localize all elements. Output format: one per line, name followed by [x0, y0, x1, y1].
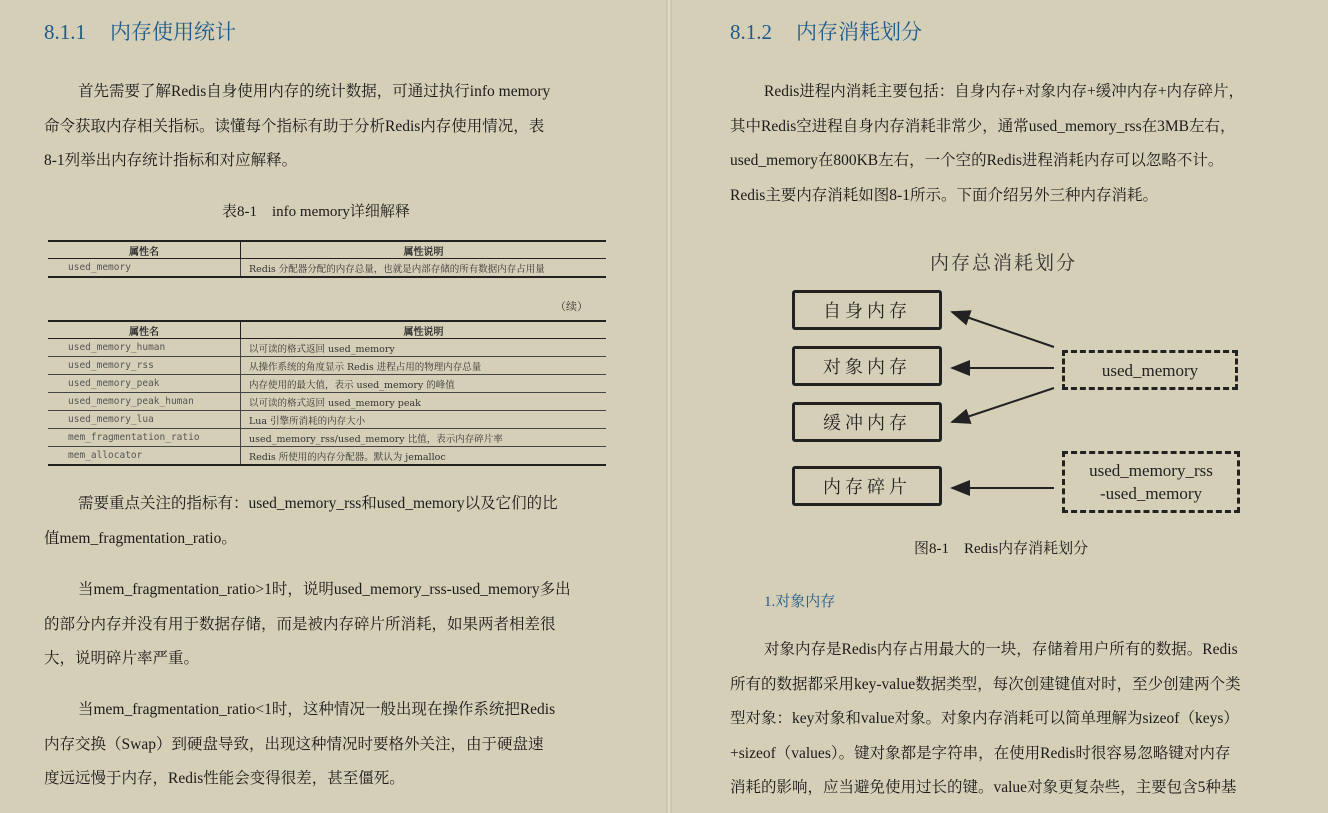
box-buffer-memory: 缓冲内存	[792, 402, 942, 442]
box-object-memory: 对象内存	[792, 346, 942, 386]
section-title: 内存使用统计	[110, 20, 236, 44]
text-line: 内存交换（Swap）到硬盘导致，出现这种情况时要格外关注，由于硬盘速	[44, 735, 544, 753]
section-heading-8-1-2	[730, 16, 922, 46]
attr-name: used_memory_peak_human	[48, 393, 241, 411]
column-header: 属性名	[48, 241, 241, 259]
paragraph-ratio-gt1	[44, 573, 571, 677]
text-line: 消耗的影响，应当避免使用过长的键。value对象更复杂些，主要包含5种基	[730, 779, 1237, 796]
attr-name: used_memory_human	[48, 339, 241, 357]
attr-name: used_memory_peak	[48, 375, 241, 393]
arrow-to-buffer-memory	[952, 388, 1054, 422]
table-row	[48, 339, 606, 357]
table-row	[48, 259, 606, 278]
subheading-object-memory: 1.对象内存	[764, 594, 836, 610]
section-title: 内存消耗划分	[796, 20, 922, 44]
table-caption: 表8-1 info memory详细解释	[222, 204, 410, 220]
text-line: 当mem_fragmentation_ratio<1时，这种情况一般出现在操作系统把Redis	[78, 701, 556, 718]
section-number: 8.1.2	[730, 20, 772, 44]
attr-desc: used_memory_rss/used_memory 比值，表示内存碎片率	[241, 429, 607, 447]
object-memory-paragraph	[730, 633, 1241, 806]
text-line: 对象内存是Redis内存占用最大的一块，存储着用户所有的数据。Redis	[764, 641, 1238, 658]
text-line: Redis主要内存消耗如图8-1所示。下面介绍另外三种内存消耗。	[730, 186, 1158, 204]
box-self-memory: 自身内存	[792, 290, 942, 330]
diagram-title: 内存总消耗划分	[930, 252, 1078, 274]
column-header: 属性名	[48, 321, 241, 339]
paragraph-ratio-lt1	[44, 693, 555, 797]
column-header: 属性说明	[241, 241, 607, 259]
table-row	[48, 375, 606, 393]
text-line: 命令获取内存相关指标。读懂每个指标有助于分析Redis内存使用情况，表	[44, 117, 545, 135]
attr-name: used_memory_rss	[48, 357, 241, 375]
text-line: 当mem_fragmentation_ratio>1时，说明used_memory_rss-used_memory多出	[78, 581, 571, 598]
attr-desc: 以可读的格式返回 used_memory peak	[241, 393, 607, 411]
attr-desc: Redis 所使用的内存分配器。默认为 jemalloc	[241, 447, 607, 466]
continued-label: （续）	[555, 300, 588, 313]
attr-desc: 从操作系统的角度显示 Redis 进程占用的物理内存总量	[241, 357, 607, 375]
text-line: 首先需要了解Redis自身使用内存的统计数据，可通过执行info memory	[78, 83, 551, 100]
intro-paragraph	[44, 75, 550, 179]
memory-table-part1	[48, 240, 606, 278]
table-row	[48, 357, 606, 375]
used-memory-box: used_memory	[1062, 350, 1238, 390]
section-number: 8.1.1	[44, 20, 86, 44]
table-row	[48, 447, 606, 466]
rss-label-line2: -used_memory	[1100, 484, 1202, 503]
diagram-arrows	[792, 240, 1252, 530]
section-heading-8-1-1	[44, 16, 236, 46]
column-header: 属性说明	[241, 321, 607, 339]
text-line: 型对象：key对象和value对象。对象内存消耗可以简单理解为sizeof（keys）	[730, 710, 1239, 727]
table-row	[48, 429, 606, 447]
text-line: 所有的数据都采用key-value数据类型，每次创建键值对时，至少创建两个类	[730, 675, 1241, 693]
attr-name: mem_allocator	[48, 447, 241, 466]
paragraph-key-metrics	[44, 487, 558, 556]
table-row	[48, 411, 606, 429]
text-line: +sizeof（values）。键对象都是字符串，在使用Redis时很容易忽略键对内存	[730, 744, 1231, 762]
text-line: used_memory在800KB左右，一个空的Redis进程消耗内存可以忽略不计。	[730, 152, 1224, 169]
text-line: 的部分内存并没有用于数据存储，而是被内存碎片所消耗，如果两者相差很	[44, 615, 556, 633]
memory-table-part2	[48, 320, 606, 466]
arrow-to-self-memory	[952, 312, 1054, 347]
attr-name: used_memory_lua	[48, 411, 241, 429]
attr-desc: Redis 分配器分配的内存总量，也就是内部存储的所有数据内存占用量	[241, 259, 607, 278]
attr-desc: 内存使用的最大值，表示 used_memory 的峰值	[241, 375, 607, 393]
text-line: Redis进程内消耗主要包括：自身内存+对象内存+缓冲内存+内存碎片，	[764, 83, 1245, 100]
box-fragment-memory: 内存碎片	[792, 466, 942, 506]
attr-name: mem_fragmentation_ratio	[48, 429, 241, 447]
figure-caption: 图8-1 Redis内存消耗划分	[914, 541, 1089, 557]
text-line: 8-1列举出内存统计指标和对应解释。	[44, 152, 298, 169]
text-line: 需要重点关注的指标有：used_memory_rss和used_memory以及它们的比	[78, 495, 558, 512]
text-line: 度远远慢于内存，Redis性能会变得很差，甚至僵死。	[44, 770, 405, 787]
text-line: 值mem_fragmentation_ratio。	[44, 529, 237, 547]
text-line: 大，说明碎片率严重。	[44, 650, 200, 667]
rss-label-line1: used_memory_rss	[1089, 461, 1213, 480]
intro-paragraph	[730, 75, 1244, 213]
attr-name: used_memory	[48, 259, 241, 278]
attr-desc: 以可读的格式返回 used_memory	[241, 339, 607, 357]
right-page	[672, 0, 1328, 813]
table-row	[48, 393, 606, 411]
text-line: 其中Redis空进程自身内存消耗非常少，通常used_memory_rss在3MB左右，	[730, 117, 1236, 135]
attr-desc: Lua 引擎所消耗的内存大小	[241, 411, 607, 429]
memory-division-diagram	[792, 240, 1252, 530]
